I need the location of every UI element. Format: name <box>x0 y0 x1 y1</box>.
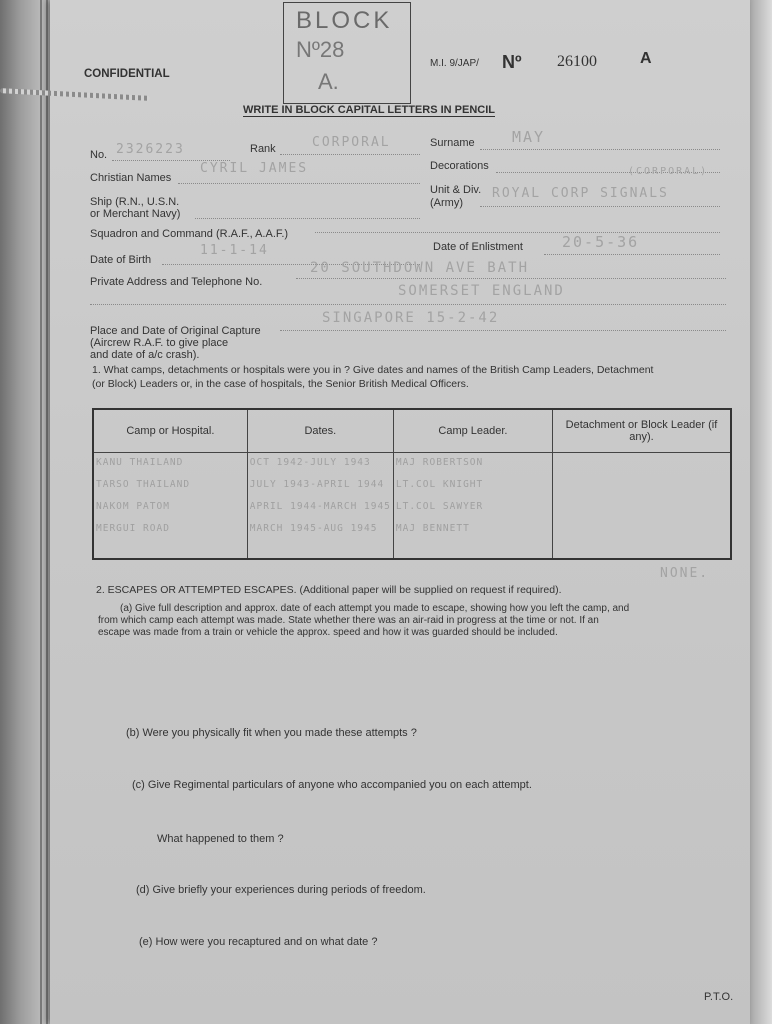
question-2a-line-3: escape was made from a train or vehicle the approx. speed and how it was guarded should be included. <box>98 627 558 638</box>
table-header-row <box>93 409 731 453</box>
stamp-line-1: BLOCK <box>296 7 393 34</box>
col-detachment: Detachment or Block Leader (if any). <box>553 409 732 453</box>
table-cell <box>555 523 728 545</box>
question-2a-line-1: (a) Give full description and approx. date of each attempt you made to escape, showing how you left the camp, and <box>120 603 630 614</box>
table-cell: MAJ ROBERTSON <box>395 457 484 468</box>
table-cell: MARCH 1945-AUG 1945 <box>249 523 378 534</box>
address-line-2: SOMERSET ENGLAND <box>398 283 565 299</box>
table-cell: OCT 1942-JULY 1943 <box>249 457 371 468</box>
reference-code: M.I. 9/JAP/ <box>430 58 479 69</box>
col-leader: Camp Leader. <box>393 409 552 453</box>
question-2b: (b) Were you physically fit when you made these attempts ? <box>126 727 417 739</box>
dotted-line <box>480 206 720 207</box>
question-1-line-2: (or Block) Leaders or, in the case of hospitals, the Senior British Medical Officers. <box>92 378 469 390</box>
service-number-value: 2326223 <box>116 142 185 157</box>
detachment-cells <box>553 453 732 560</box>
confidential-label: CONFIDENTIAL <box>84 68 170 80</box>
table-body <box>93 453 731 560</box>
dotted-line <box>178 183 420 184</box>
table-cell: KANU THAILAND <box>96 457 184 468</box>
decorations-label: Decorations <box>430 160 489 172</box>
table-cell <box>555 479 728 501</box>
table-cell: LT.COL SAWYER <box>395 501 484 512</box>
surname-label: Surname <box>430 137 475 149</box>
rank-value: CORPORAL <box>312 135 391 150</box>
table-cell: APRIL 1944-MARCH 1945 <box>249 501 391 512</box>
dob-label: Date of Birth <box>90 254 152 266</box>
dotted-line <box>90 304 726 305</box>
dotted-line <box>315 232 720 233</box>
form-suffix: A <box>640 50 652 67</box>
question-2c: (c) Give Regimental particulars of anyone who accompanied you on each attempt. <box>132 779 532 791</box>
question-2d: (d) Give briefly your experiences during periods of freedom. <box>136 884 426 896</box>
enlistment-label: Date of Enlistment <box>433 241 523 253</box>
dotted-line <box>280 154 420 155</box>
dob-value: 11-1-14 <box>200 243 269 258</box>
section-2-title: 2. ESCAPES OR ATTEMPTED ESCAPES. (Additional paper will be supplied on request if required). <box>96 584 562 596</box>
camp-cells <box>93 453 247 560</box>
dotted-line <box>296 278 726 279</box>
page-edge <box>40 0 42 1024</box>
enlistment-value: 20-5-36 <box>562 233 640 251</box>
ship-label-1: Ship (R.N., U.S.N. <box>90 196 180 208</box>
escapes-answer: NONE. <box>660 566 710 581</box>
question-2c-followup: What happened to them ? <box>157 833 284 845</box>
table-cell: MERGUI ROAD <box>96 523 170 534</box>
capture-value: SINGAPORE 15-2-42 <box>322 310 500 326</box>
number-label: Nº <box>502 52 522 72</box>
table-cell: NAKOM PATOM <box>96 501 170 512</box>
address-label: Private Address and Telephone No. <box>90 276 263 288</box>
table-cell: JULY 1943-APRIL 1944 <box>249 479 385 490</box>
squadron-label: Squadron and Command (R.A.F., A.A.F.) <box>90 228 289 240</box>
dotted-line <box>195 218 420 219</box>
col-dates: Dates. <box>247 409 393 453</box>
table-cell: MAJ BENNETT <box>395 523 470 534</box>
stamp-line-3: A. <box>318 69 339 94</box>
dates-cells <box>247 453 393 560</box>
christian-names-value: CYRIL JAMES <box>200 161 309 176</box>
table-cell: TARSO THAILAND <box>96 479 191 490</box>
table-cell <box>555 501 728 523</box>
table-cell: LT.COL KNIGHT <box>395 479 484 490</box>
stamp-line-2: Nº28 <box>296 37 345 62</box>
unit-label-1: Unit & Div. <box>430 184 482 196</box>
ship-label-2: or Merchant Navy) <box>90 208 181 220</box>
pto-label: P.T.O. <box>704 991 734 1003</box>
leader-cells <box>393 453 552 560</box>
address-line-1: 20 SOUTHDOWN AVE BATH <box>310 260 530 276</box>
form-number: 26100 <box>557 53 597 70</box>
capture-label-3: and date of a/c crash). <box>90 349 200 361</box>
page-edge <box>46 0 48 1024</box>
unit-value-1: (CORPORAL) <box>628 166 709 177</box>
page-right-edge <box>750 0 772 1024</box>
pencil-instruction: WRITE IN BLOCK CAPITAL LETTERS IN PENCIL <box>243 104 495 116</box>
dotted-line <box>480 149 720 150</box>
question-2a-line-2: from which camp each attempt was made. State whether there was an air-raid in progress at the time or not. If an <box>98 615 599 626</box>
surname-value: MAY <box>512 128 546 146</box>
table-cell <box>555 457 728 479</box>
camps-table <box>92 408 732 560</box>
unit-value-2: ROYAL CORP SIGNALS <box>492 186 669 201</box>
dotted-line <box>280 330 726 331</box>
question-1-line-1: 1. What camps, detachments or hospitals were you in ? Give dates and names of the British Camp Leaders, Detachment <box>92 364 654 376</box>
capture-label-1: Place and Date of Original Capture <box>90 325 261 337</box>
unit-label-2: (Army) <box>430 197 463 209</box>
question-2e: (e) How were you recaptured and on what date ? <box>139 936 378 948</box>
rank-label: Rank <box>250 143 276 155</box>
christian-names-label: Christian Names <box>90 172 172 184</box>
no-label: No. <box>90 149 108 161</box>
col-camp: Camp or Hospital. <box>93 409 247 453</box>
block-stamp <box>283 2 411 104</box>
dotted-line <box>544 254 720 255</box>
capture-label-2: (Aircrew R.A.F. to give place <box>90 337 229 349</box>
